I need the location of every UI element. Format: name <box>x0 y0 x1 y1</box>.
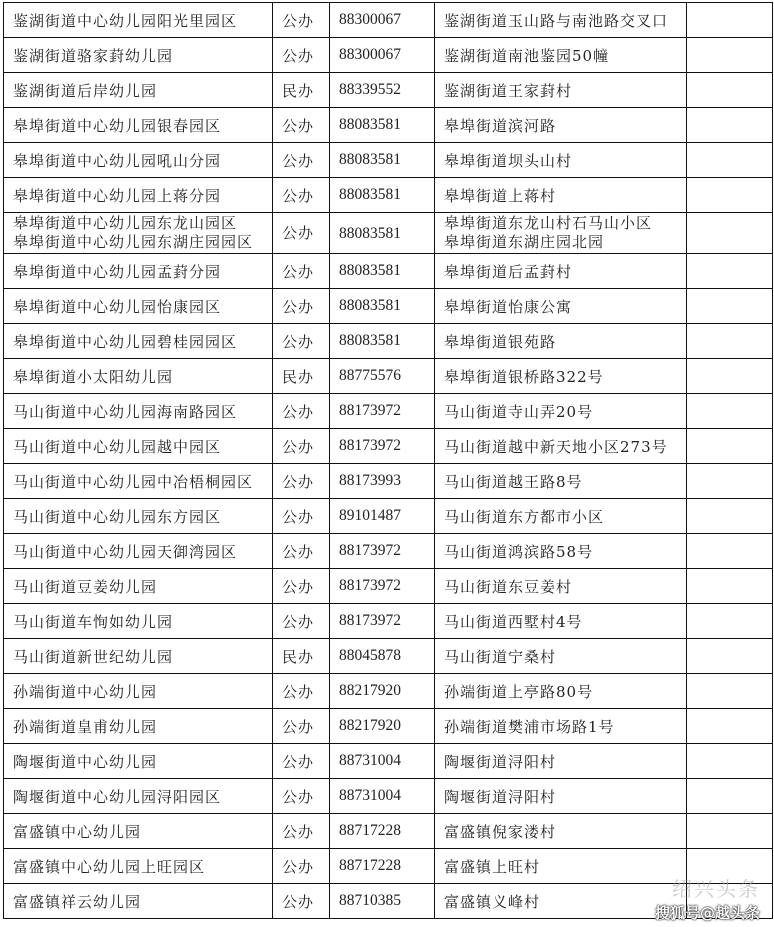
ownership-type-cell: 公办 <box>273 464 330 499</box>
phone-cell: 88300067 <box>330 38 435 73</box>
phone-cell: 88173972 <box>330 604 435 639</box>
ownership-type-cell: 公办 <box>273 108 330 143</box>
note-cell <box>687 143 773 178</box>
kindergarten-name-cell: 陶堰街道中心幼儿园 <box>4 744 273 779</box>
table-row <box>4 3 773 38</box>
kindergarten-name-cell: 皋埠街道中心幼儿园碧桂园园区 <box>4 324 273 359</box>
address-cell: 鉴湖街道王家葑村 <box>435 73 687 108</box>
note-cell <box>687 289 773 324</box>
kindergarten-name-cell: 马山街道中心幼儿园天御湾园区 <box>4 534 273 569</box>
note-cell <box>687 569 773 604</box>
address-cell: 鉴湖街道玉山路与南池路交叉口 <box>435 3 687 38</box>
table-row <box>4 178 773 213</box>
kindergarten-name-cell: 鉴湖街道后岸幼儿园 <box>4 73 273 108</box>
ownership-type-cell: 公办 <box>273 178 330 213</box>
ownership-type-cell: 民办 <box>273 639 330 674</box>
note-cell <box>687 213 773 254</box>
phone-cell: 88083581 <box>330 324 435 359</box>
ownership-type-cell: 公办 <box>273 604 330 639</box>
ownership-type-cell: 公办 <box>273 429 330 464</box>
kindergarten-name-cell: 鉴湖街道中心幼儿园阳光里园区 <box>4 3 273 38</box>
phone-cell: 88173972 <box>330 394 435 429</box>
ownership-type-cell: 公办 <box>273 569 330 604</box>
phone-cell: 88173972 <box>330 569 435 604</box>
phone-cell: 88083581 <box>330 108 435 143</box>
table-row <box>4 429 773 464</box>
kindergarten-name-cell: 马山街道中心幼儿园中冶梧桐园区 <box>4 464 273 499</box>
address-cell: 富盛镇上旺村 <box>435 849 687 884</box>
kindergarten-name-cell: 马山街道中心幼儿园海南路园区 <box>4 394 273 429</box>
note-cell <box>687 884 773 919</box>
kindergarten-name-cell: 鉴湖街道骆家葑幼儿园 <box>4 38 273 73</box>
address-cell: 马山街道东方都市小区 <box>435 499 687 534</box>
phone-cell: 88775576 <box>330 359 435 394</box>
ownership-type-cell: 公办 <box>273 779 330 814</box>
address-cell: 皋埠街道银桥路322号 <box>435 359 687 394</box>
address-cell: 马山街道越王路8号 <box>435 464 687 499</box>
note-cell <box>687 178 773 213</box>
address-cell: 鉴湖街道南池鉴园50幢 <box>435 38 687 73</box>
address-cell: 皋埠街道后孟葑村 <box>435 254 687 289</box>
phone-cell: 88339552 <box>330 73 435 108</box>
address-cell: 皋埠街道坝头山村 <box>435 143 687 178</box>
note-cell <box>687 359 773 394</box>
ownership-type-cell: 公办 <box>273 3 330 38</box>
address-cell: 陶堰街道浔阳村 <box>435 779 687 814</box>
address-cell: 陶堰街道浔阳村 <box>435 744 687 779</box>
table-row <box>4 38 773 73</box>
phone-cell: 88173972 <box>330 534 435 569</box>
ownership-type-cell: 公办 <box>273 499 330 534</box>
address-cell: 孙端街道樊浦市场路1号 <box>435 709 687 744</box>
phone-cell: 88717228 <box>330 814 435 849</box>
kindergarten-table <box>3 2 773 919</box>
table-row <box>4 108 773 143</box>
phone-cell: 88173972 <box>330 429 435 464</box>
address-cell: 马山街道寺山弄20号 <box>435 394 687 429</box>
ownership-type-cell: 公办 <box>273 709 330 744</box>
ownership-type-cell: 公办 <box>273 143 330 178</box>
note-cell <box>687 108 773 143</box>
address-cell: 马山街道东豆姜村 <box>435 569 687 604</box>
kindergarten-name-cell: 皋埠街道小太阳幼儿园 <box>4 359 273 394</box>
table-row <box>4 639 773 674</box>
kindergarten-name-cell: 皋埠街道中心幼儿园孟葑分园 <box>4 254 273 289</box>
phone-cell: 88083581 <box>330 213 435 254</box>
table-row <box>4 604 773 639</box>
ownership-type-cell: 公办 <box>273 884 330 919</box>
phone-cell: 88083581 <box>330 143 435 178</box>
phone-cell: 89101487 <box>330 499 435 534</box>
note-cell <box>687 779 773 814</box>
kindergarten-name-cell: 马山街道车恂如幼儿园 <box>4 604 273 639</box>
kindergarten-name-cell: 孙端街道中心幼儿园 <box>4 674 273 709</box>
note-cell <box>687 639 773 674</box>
kindergarten-name-cell: 皋埠街道中心幼儿园吼山分园 <box>4 143 273 178</box>
note-cell <box>687 499 773 534</box>
ownership-type-cell: 公办 <box>273 849 330 884</box>
kindergarten-name-cell: 马山街道豆姜幼儿园 <box>4 569 273 604</box>
ownership-type-cell: 公办 <box>273 213 330 254</box>
address-cell: 马山街道越中新天地小区273号 <box>435 429 687 464</box>
note-cell <box>687 534 773 569</box>
table-row <box>4 884 773 919</box>
note-cell <box>687 3 773 38</box>
note-cell <box>687 324 773 359</box>
watermark-source-text: 搜狐号@越头条 <box>654 904 760 922</box>
watermark-logo-text: 绍兴头条 <box>672 877 760 901</box>
table-row <box>4 254 773 289</box>
phone-cell: 88710385 <box>330 884 435 919</box>
address-cell: 马山街道西墅村4号 <box>435 604 687 639</box>
note-cell <box>687 38 773 73</box>
ownership-type-cell: 公办 <box>273 394 330 429</box>
table-row <box>4 569 773 604</box>
address-cell: 富盛镇倪家溇村 <box>435 814 687 849</box>
note-cell <box>687 429 773 464</box>
phone-cell: 88083581 <box>330 178 435 213</box>
table-row <box>4 464 773 499</box>
note-cell <box>687 73 773 108</box>
address-cell: 皋埠街道滨河路 <box>435 108 687 143</box>
table-row <box>4 213 773 254</box>
address-cell: 马山街道鸿滨路58号 <box>435 534 687 569</box>
address-cell: 皋埠街道东龙山村石马山小区 皋埠街道东湖庄园北园 <box>435 213 687 254</box>
phone-cell: 88217920 <box>330 709 435 744</box>
phone-cell: 88217920 <box>330 674 435 709</box>
table-row <box>4 73 773 108</box>
address-cell: 皋埠街道怡康公寓 <box>435 289 687 324</box>
phone-cell: 88083581 <box>330 289 435 324</box>
kindergarten-name-cell: 皋埠街道中心幼儿园怡康园区 <box>4 289 273 324</box>
address-cell: 皋埠街道上蒋村 <box>435 178 687 213</box>
ownership-type-cell: 公办 <box>273 534 330 569</box>
table-row <box>4 849 773 884</box>
phone-cell: 88300067 <box>330 3 435 38</box>
address-cell: 皋埠街道银苑路 <box>435 324 687 359</box>
ownership-type-cell: 公办 <box>273 289 330 324</box>
ownership-type-cell: 公办 <box>273 674 330 709</box>
note-cell <box>687 744 773 779</box>
kindergarten-name-cell: 马山街道中心幼儿园东方园区 <box>4 499 273 534</box>
table-row <box>4 143 773 178</box>
ownership-type-cell: 民办 <box>273 359 330 394</box>
table-row <box>4 289 773 324</box>
kindergarten-name-cell: 皋埠街道中心幼儿园银春园区 <box>4 108 273 143</box>
phone-cell: 88045878 <box>330 639 435 674</box>
note-cell <box>687 674 773 709</box>
ownership-type-cell: 公办 <box>273 254 330 289</box>
table-row <box>4 674 773 709</box>
kindergarten-name-cell: 马山街道中心幼儿园越中园区 <box>4 429 273 464</box>
kindergarten-name-cell: 陶堰街道中心幼儿园浔阳园区 <box>4 779 273 814</box>
table-row <box>4 709 773 744</box>
ownership-type-cell: 民办 <box>273 73 330 108</box>
note-cell <box>687 254 773 289</box>
table-row <box>4 814 773 849</box>
table-row <box>4 744 773 779</box>
phone-cell: 88731004 <box>330 779 435 814</box>
table-row <box>4 779 773 814</box>
address-cell: 马山街道宁桑村 <box>435 639 687 674</box>
table-row <box>4 394 773 429</box>
note-cell <box>687 604 773 639</box>
note-cell <box>687 814 773 849</box>
phone-cell: 88717228 <box>330 849 435 884</box>
kindergarten-name-cell: 富盛镇中心幼儿园上旺园区 <box>4 849 273 884</box>
address-cell: 富盛镇义峰村 <box>435 884 687 919</box>
table-row <box>4 359 773 394</box>
note-cell <box>687 464 773 499</box>
kindergarten-name-cell: 皋埠街道中心幼儿园东龙山园区 皋埠街道中心幼儿园东湖庄园园区 <box>4 213 273 254</box>
table-row <box>4 534 773 569</box>
table-row <box>4 324 773 359</box>
phone-cell: 88731004 <box>330 744 435 779</box>
ownership-type-cell: 公办 <box>273 324 330 359</box>
kindergarten-name-cell: 富盛镇祥云幼儿园 <box>4 884 273 919</box>
phone-cell: 88083581 <box>330 254 435 289</box>
note-cell <box>687 394 773 429</box>
ownership-type-cell: 公办 <box>273 814 330 849</box>
ownership-type-cell: 公办 <box>273 38 330 73</box>
note-cell <box>687 709 773 744</box>
note-cell <box>687 849 773 884</box>
address-cell: 孙端街道上亭路80号 <box>435 674 687 709</box>
kindergarten-name-cell: 皋埠街道中心幼儿园上蒋分园 <box>4 178 273 213</box>
ownership-type-cell: 公办 <box>273 744 330 779</box>
kindergarten-name-cell: 马山街道新世纪幼儿园 <box>4 639 273 674</box>
table-row <box>4 499 773 534</box>
phone-cell: 88173993 <box>330 464 435 499</box>
kindergarten-name-cell: 孙端街道皇甫幼儿园 <box>4 709 273 744</box>
kindergarten-name-cell: 富盛镇中心幼儿园 <box>4 814 273 849</box>
